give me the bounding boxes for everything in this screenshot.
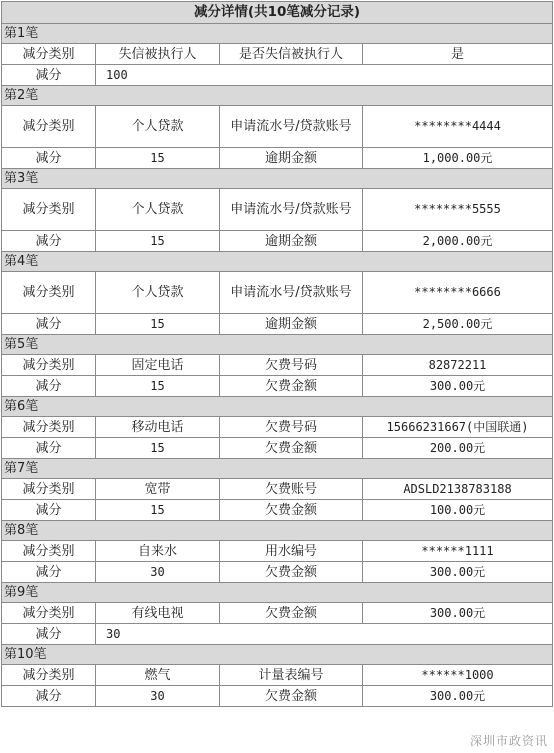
field-label: 申请流水号/贷款账号 bbox=[220, 272, 363, 314]
amount-value: 300.00元 bbox=[363, 686, 553, 707]
category-value: 个人贷款 bbox=[96, 106, 220, 148]
category-label: 减分类别 bbox=[2, 417, 96, 438]
record-group-row bbox=[2, 397, 553, 417]
record-points-row bbox=[2, 65, 553, 86]
points-label: 减分 bbox=[2, 376, 96, 397]
amount-value: 300.00元 bbox=[363, 562, 553, 583]
points-label: 减分 bbox=[2, 314, 96, 335]
category-value: 有线电视 bbox=[96, 603, 220, 624]
category-label: 减分类别 bbox=[2, 355, 96, 376]
field-value: ********5555 bbox=[363, 189, 553, 231]
points-label: 减分 bbox=[2, 148, 96, 169]
field-value: 82872211 bbox=[363, 355, 553, 376]
record-category-row bbox=[2, 665, 553, 686]
category-value: 燃气 bbox=[96, 665, 220, 686]
points-label: 减分 bbox=[2, 65, 96, 86]
field-label: 申请流水号/贷款账号 bbox=[220, 106, 363, 148]
points-label: 减分 bbox=[2, 562, 96, 583]
points-value: 15 bbox=[96, 231, 220, 252]
record-category-row bbox=[2, 479, 553, 500]
record-points-row bbox=[2, 148, 553, 169]
category-value: 个人贷款 bbox=[96, 189, 220, 231]
record-group-label: 第6笔 bbox=[2, 397, 553, 417]
category-value: 个人贷款 bbox=[96, 272, 220, 314]
field-label: 是否失信被执行人 bbox=[220, 44, 363, 65]
amount-value: 300.00元 bbox=[363, 376, 553, 397]
points-label: 减分 bbox=[2, 438, 96, 459]
record-group-row bbox=[2, 521, 553, 541]
deduction-details-table bbox=[1, 1, 553, 707]
table-title: 减分详情(共10笔减分记录) bbox=[2, 2, 553, 24]
category-label: 减分类别 bbox=[2, 603, 96, 624]
points-value: 15 bbox=[96, 376, 220, 397]
field-label: 欠费账号 bbox=[220, 479, 363, 500]
record-group-row bbox=[2, 335, 553, 355]
record-points-row bbox=[2, 438, 553, 459]
category-label: 减分类别 bbox=[2, 189, 96, 231]
amount-value: 200.00元 bbox=[363, 438, 553, 459]
record-group-label: 第8笔 bbox=[2, 521, 553, 541]
points-value: 30 bbox=[96, 624, 553, 645]
amount-label: 逾期金额 bbox=[220, 314, 363, 335]
amount-label: 欠费金额 bbox=[220, 438, 363, 459]
amount-value: 1,000.00元 bbox=[363, 148, 553, 169]
points-value: 15 bbox=[96, 438, 220, 459]
amount-value: 2,000.00元 bbox=[363, 231, 553, 252]
points-value: 15 bbox=[96, 148, 220, 169]
record-category-row bbox=[2, 106, 553, 148]
points-label: 减分 bbox=[2, 231, 96, 252]
record-points-row bbox=[2, 376, 553, 397]
category-value: 自来水 bbox=[96, 541, 220, 562]
points-label: 减分 bbox=[2, 686, 96, 707]
points-value: 100 bbox=[96, 65, 553, 86]
field-value: ********6666 bbox=[363, 272, 553, 314]
points-value: 30 bbox=[96, 686, 220, 707]
points-label: 减分 bbox=[2, 500, 96, 521]
record-category-row bbox=[2, 189, 553, 231]
watermark-text: 深圳市政资讯 bbox=[469, 734, 548, 748]
record-group-label: 第3笔 bbox=[2, 169, 553, 189]
field-label: 欠费号码 bbox=[220, 417, 363, 438]
record-group-row bbox=[2, 169, 553, 189]
amount-label: 欠费金额 bbox=[220, 500, 363, 521]
field-value: 300.00元 bbox=[363, 603, 553, 624]
record-points-row bbox=[2, 624, 553, 645]
record-points-row bbox=[2, 231, 553, 252]
field-label: 申请流水号/贷款账号 bbox=[220, 189, 363, 231]
points-label: 减分 bbox=[2, 624, 96, 645]
category-label: 减分类别 bbox=[2, 44, 96, 65]
field-value: ******1111 bbox=[363, 541, 553, 562]
category-value: 失信被执行人 bbox=[96, 44, 220, 65]
record-points-row bbox=[2, 686, 553, 707]
amount-value: 100.00元 bbox=[363, 500, 553, 521]
amount-label: 逾期金额 bbox=[220, 231, 363, 252]
record-group-row bbox=[2, 86, 553, 106]
category-label: 减分类别 bbox=[2, 541, 96, 562]
record-points-row bbox=[2, 314, 553, 335]
record-category-row bbox=[2, 355, 553, 376]
amount-label: 欠费金额 bbox=[220, 686, 363, 707]
field-value: ********4444 bbox=[363, 106, 553, 148]
amount-label: 欠费金额 bbox=[220, 376, 363, 397]
record-category-row bbox=[2, 603, 553, 624]
record-category-row bbox=[2, 272, 553, 314]
field-label: 计量表编号 bbox=[220, 665, 363, 686]
field-value: ADSLD2138783188 bbox=[363, 479, 553, 500]
points-value: 15 bbox=[96, 500, 220, 521]
points-value: 30 bbox=[96, 562, 220, 583]
record-group-row bbox=[2, 459, 553, 479]
category-label: 减分类别 bbox=[2, 479, 96, 500]
record-points-row bbox=[2, 562, 553, 583]
record-group-label: 第4笔 bbox=[2, 252, 553, 272]
record-group-label: 第2笔 bbox=[2, 86, 553, 106]
field-label: 欠费金额 bbox=[220, 603, 363, 624]
category-label: 减分类别 bbox=[2, 665, 96, 686]
record-group-label: 第9笔 bbox=[2, 583, 553, 603]
record-group-row bbox=[2, 252, 553, 272]
field-value: 是 bbox=[363, 44, 553, 65]
points-value: 15 bbox=[96, 314, 220, 335]
record-group-row bbox=[2, 583, 553, 603]
category-label: 减分类别 bbox=[2, 106, 96, 148]
category-value: 宽带 bbox=[96, 479, 220, 500]
category-value: 固定电话 bbox=[96, 355, 220, 376]
record-points-row bbox=[2, 500, 553, 521]
record-group-row bbox=[2, 24, 553, 44]
amount-label: 欠费金额 bbox=[220, 562, 363, 583]
category-label: 减分类别 bbox=[2, 272, 96, 314]
field-label: 欠费号码 bbox=[220, 355, 363, 376]
record-group-label: 第5笔 bbox=[2, 335, 553, 355]
record-category-row bbox=[2, 417, 553, 438]
record-category-row bbox=[2, 44, 553, 65]
record-group-label: 第7笔 bbox=[2, 459, 553, 479]
record-group-label: 第1笔 bbox=[2, 24, 553, 44]
record-category-row bbox=[2, 541, 553, 562]
field-value: ******1000 bbox=[363, 665, 553, 686]
amount-label: 逾期金额 bbox=[220, 148, 363, 169]
record-group-row bbox=[2, 645, 553, 665]
amount-value: 2,500.00元 bbox=[363, 314, 553, 335]
field-value: 15666231667(中国联通) bbox=[363, 417, 553, 438]
category-value: 移动电话 bbox=[96, 417, 220, 438]
record-group-label: 第10笔 bbox=[2, 645, 553, 665]
field-label: 用水编号 bbox=[220, 541, 363, 562]
